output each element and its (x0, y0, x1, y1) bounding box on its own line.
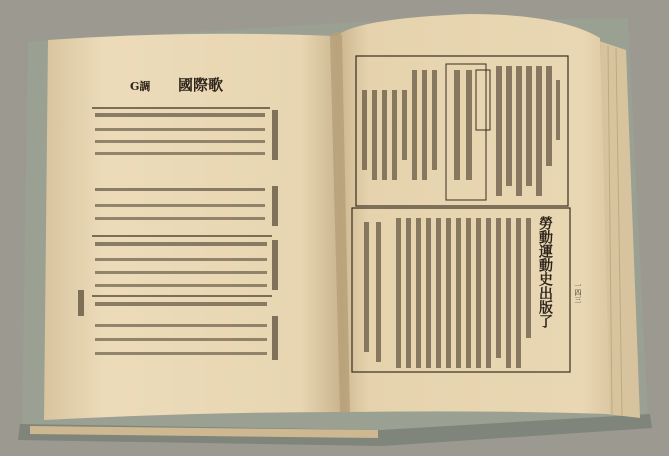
headline: 勞動運動史出版了 (537, 216, 553, 328)
page-number: 一四三 (574, 282, 582, 303)
song-title: 國際歌 (178, 76, 224, 94)
key-label: G調 (130, 80, 151, 93)
